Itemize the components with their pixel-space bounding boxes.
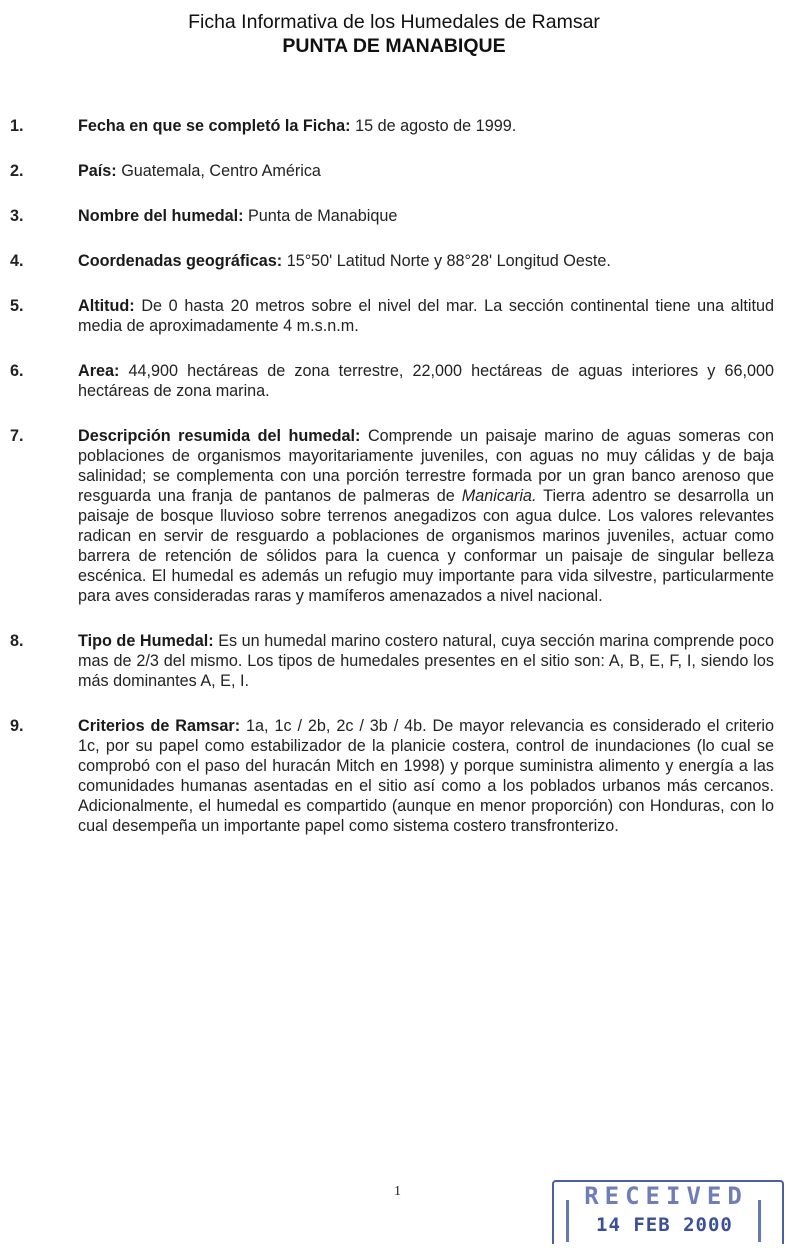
page-number: 1 <box>394 1184 401 1199</box>
item-number: 3. <box>10 207 24 225</box>
item-text: 15 de agosto de 1999. <box>355 117 517 135</box>
item-wetland-type <box>10 631 774 691</box>
item-coordinates <box>10 251 774 271</box>
item-text: 44,900 hectáreas de zona terrestre, 22,000 hectáreas de aguas interiores y 66,000 hectáreas de zona marina. <box>78 362 774 400</box>
item-text: De 0 hasta 20 metros sobre el nivel del mar. La sección continental tiene una altitud media de aproximadamente 4 m.s.n.m. <box>78 297 774 335</box>
item-number: 5. <box>10 297 24 315</box>
item-label: Altitud: <box>78 297 135 315</box>
document-title: Ficha Informativa de los Humedales de Ramsar <box>188 11 600 33</box>
item-altitude <box>10 296 774 336</box>
item-country <box>10 161 774 181</box>
item-label: Area: <box>78 362 120 380</box>
wetland-name-title: PUNTA DE MANABIQUE <box>282 35 506 57</box>
item-number: 9. <box>10 717 24 735</box>
item-number: 8. <box>10 632 24 650</box>
item-text-italic: Manicaria. <box>461 487 537 505</box>
item-text: Comprende un paisaje marino de aguas someras con poblaciones de organismos mayoritariamente juveniles, con aguas no muy cálidas y de baja salinidad; se complementa con una porción terrestre formada por un gran banco arenoso que resguarda una franja de pantanos de palmeras de <box>78 427 775 505</box>
item-area <box>10 361 774 401</box>
item-label: Fecha en que se completó la Ficha: <box>78 117 351 135</box>
item-ramsar-criteria <box>10 716 774 836</box>
item-text: Punta de Manabique <box>248 207 398 225</box>
item-number: 2. <box>10 162 24 180</box>
stamp-right-bar <box>758 1200 761 1242</box>
item-number: 7. <box>10 427 24 445</box>
item-label: Criterios de Ramsar: <box>78 717 241 735</box>
item-number: 4. <box>10 252 24 270</box>
item-wetland-name <box>10 206 774 226</box>
item-text: Guatemala, Centro América <box>121 162 321 180</box>
item-text: 15°50' Latitud Norte y 88°28' Longitud Oeste. <box>286 252 611 270</box>
item-label: Tipo de Humedal: <box>78 632 214 650</box>
item-label: Nombre del humedal: <box>78 207 244 225</box>
stamp-left-bar <box>566 1200 569 1242</box>
item-number: 6. <box>10 362 24 380</box>
item-label: Descripción resumida del humedal: <box>78 427 361 445</box>
stamp-date: 14 FEB 2000 <box>596 1214 733 1236</box>
item-text: 1a, 1c / 2b, 2c / 3b / 4b. De mayor relevancia es considerado el criterio 1c, por su papel como estabilizador de la planicie costera, control de inundaciones (lo cual se comprobó con el paso del huracán Mitch en 1998) y porque suministra alimento y energía a las comunidades humanas asentadas en el sitio así como a los poblados urbanos más cercanos. Adicionalmente, el humedal es compartido (aunque en menor proporción) con Honduras, con lo cual desempeña un importante papel como sistema costero transfronterizo. <box>78 717 774 835</box>
item-number: 1. <box>10 117 24 135</box>
item-text: Tierra adentro se desarrolla un paisaje de bosque lluvioso sobre terrenos anegadizos con agua dulce. Los valores relevantes radican en servir de resguardo a poblaciones de organismos marinos juveniles, actuar como barrera de retención de sólidos para la cuenca y conformar un paisaje de singular belleza escénica. El humedal es además un refugio muy importante para vida silvestre, particularmente para aves consideradas raras y mamíferos amenazados a nivel nacional. <box>78 487 775 605</box>
item-label: País: <box>78 162 117 180</box>
info-items-list <box>0 116 788 861</box>
received-stamp <box>552 1180 780 1242</box>
item-label: Coordenadas geográficas: <box>78 252 283 270</box>
document-header <box>0 10 788 58</box>
item-text: Es un humedal marino costero natural, cuya sección marina comprende poco mas de 2/3 del mismo. Los tipos de humedales presentes en el sitio son: A, B, E, F, I, siendo los más dominantes A, E, I. <box>78 632 774 690</box>
stamp-word: RECEIVED <box>584 1182 748 1210</box>
item-date-completed <box>10 116 774 136</box>
item-summary-description <box>10 426 775 606</box>
